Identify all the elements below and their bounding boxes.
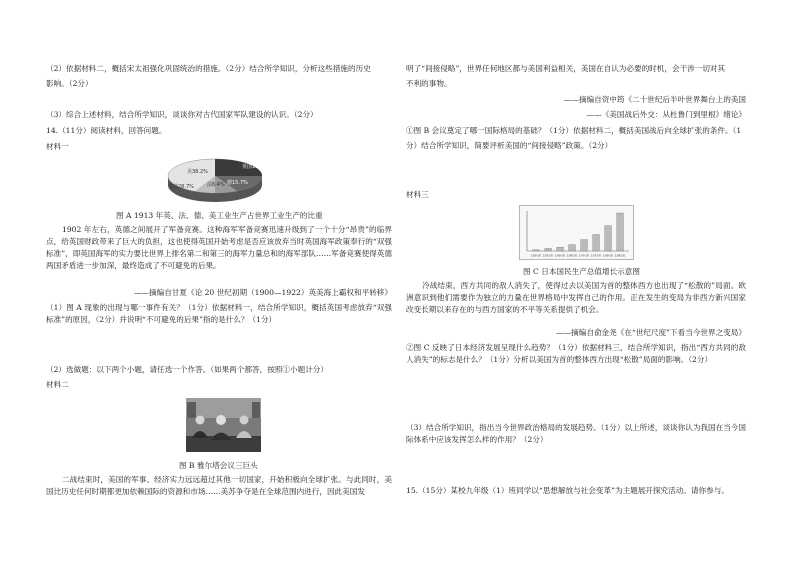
question-14-2-select: （2）选做题：以下两个小题，请任选一个作答。（如果两个都答，按照①小题计分）	[46, 365, 328, 374]
material-2-text: 二战结束时，美国的军事、经济实力远远超过其他一切国家，开始积极向全球扩张。与此同时，美国比历史任何时期都更加依赖国际的资源和市场……美苏争夺是在全球范围内进行，因此美国发	[46, 475, 392, 496]
material-1-text: 1902 年左右，英德之间展开了军备竞赛。这种海军军备竞赛迅速升级到了一个十分“昂贵”的临界点，给英国财政带来了巨大的负担，这也使得英国开始考虑是否应该放弃当时英国海军政策奉行的“双强标准”，即英国海军的实力要比世界上排名第二和第三的海军力量总和的海军部队……军备竞赛使得英德两国矛盾进一步加深，最终造成了不可避免的后果。	[46, 225, 392, 270]
material-3-label: 材料三	[406, 190, 429, 199]
material-2-label: 材料二	[46, 380, 69, 389]
material-1-source: ——摘编自甘夏《论 20 世纪初期（1900—1922）英美海上霸权和平转移》	[133, 288, 392, 297]
question-3-text: （3）结合所学知识，指出当今世界政治格局的发展趋势。（1分）以上所述，谈谈你认为我国在当今国际体系中应该发挥怎么样的作用？（2分）	[406, 423, 746, 444]
yalta-conference-photo	[186, 398, 261, 452]
question-b-text: ②图 C 反映了日本经济发展呈现什么趋势？（1分）依据材料三，结合所学知识，指出“西方共同的敌人消失”的标志是什么？（1分）分析以美国为首的整体西方出现“松散”局面的影响。（2分）	[406, 343, 746, 364]
bar-1950年	[533, 250, 540, 251]
bar-1980年	[605, 226, 612, 251]
bar-tick-label: 1965年	[566, 253, 578, 258]
pie-label-fr: 法6.4%	[207, 182, 225, 188]
bar-tick-label: 1975年	[590, 253, 602, 258]
bar-tick-label: 1980年	[602, 253, 614, 258]
question-3-line: （3）综合上述材料，结合所学知识，谈谈你对古代国家军队建设的认识。（2分）	[46, 110, 318, 119]
bar-1960年	[557, 247, 564, 251]
material-1-label: 材料一	[46, 142, 69, 151]
question-15-text: 15.（15分）某校九年级（1）班同学以“思想解放与社会变革”为主题展开探究活动。请你参与。	[406, 486, 729, 495]
bar-1970年	[581, 240, 588, 251]
question-14-header: 14.（11分）阅读材料，回答问题。	[46, 126, 167, 135]
question-a-line-2: 分）结合所学知识，简要评析美国的“间接侵略”政策。（2分）	[406, 141, 613, 150]
material-3-source: ——摘编自俞金尧《在“世纪尺度”下看当今世界之变局》	[555, 328, 746, 337]
material-2-cont-line-2: 不利的事物。	[406, 79, 452, 88]
bar-1985年	[617, 213, 624, 251]
question-a-line-1: ①图 B 会议奠定了哪一国际格局的基础？（1分）依据材料二，概括美国战后向全球扩张的条件。（1	[406, 126, 742, 135]
figure-c-caption: 图 C 日本国民生产总值增长示意图	[523, 267, 640, 276]
material-2-cont-line-1: 明了“间接侵略”，世界任何地区都与美国利益相关，美国在自认为必要的时机，会干涉一切对其	[406, 64, 726, 73]
pie-label-uk: 英国11.0%	[242, 164, 268, 170]
bar-tick-label: 1985年	[614, 253, 626, 258]
bar-tick-label: 1950年	[530, 253, 542, 258]
question-2-line-2: 影响。（2分）	[46, 79, 93, 88]
question-2-line-1: （2）依据材料二，概括宋太祖强化巩固统治的措施。（2分）结合所学知识，分析这些措施的历史	[46, 64, 371, 73]
pie-chart-figure-a	[165, 154, 268, 206]
question-14-1-text: （1）图 A 现象的出现与哪一事件有关？（1分）依据材料一，结合所学知识，概括英国考虑放弃“双强标准”的原因，（2分）并说明“不可避免的后果”指的是什么？（1分）	[46, 303, 392, 324]
pie-label-other: 其他28.7%	[168, 184, 194, 190]
material-3-text: 冷战结束，西方共同的敌人消失了，使得过去以美国为首的整体西方也出现了“松散的”局面。欧洲意识到他们需要作为独立的力量在世界格局中发挥自己的作用。正在发生的变局为非西方新兴国家改变长期以来存在的与西方国家的不平等关系提供了机会。	[406, 281, 746, 314]
material-2-source-b: ——《美国战后外交：从杜鲁门到里根》绪论》	[586, 110, 746, 119]
pie-label-de: 德15.7%	[227, 180, 248, 186]
bar-tick-label: 1970年	[578, 253, 590, 258]
bar-1975年	[593, 235, 600, 251]
material-2-source-a: ——摘编自资中筠《二十世纪后半叶世界舞台上的美国	[563, 95, 746, 104]
bar-1955年	[545, 248, 552, 251]
figure-a-caption: 图 A 1913 年英、法、德、美工业生产占世界工业生产的比重	[116, 211, 323, 220]
bar-1965年	[569, 245, 576, 251]
figure-b-caption: 图 B 雅尔塔会议三巨头	[179, 461, 258, 470]
pie-label-us: 美38.2%	[187, 169, 208, 175]
bar-chart-figure-c	[519, 205, 634, 260]
bar-tick-label: 1955年	[542, 253, 554, 258]
bar-tick-label: 1960年	[554, 253, 566, 258]
